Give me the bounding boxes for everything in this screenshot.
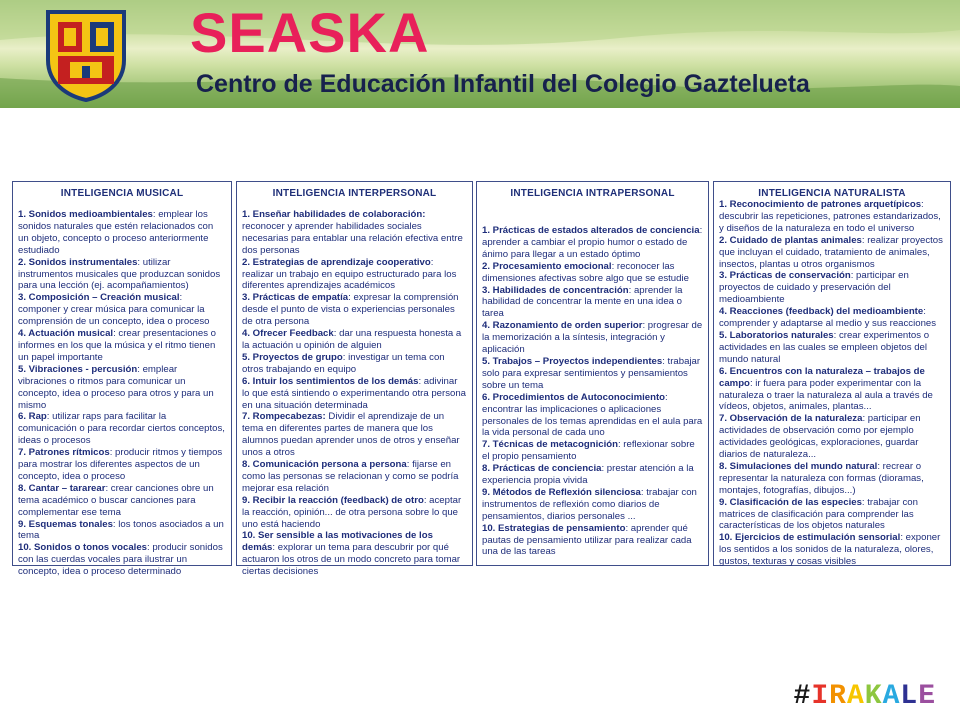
item-description: : producir sonidos con las cuerdas vocales para ilustrar un concepto, idea o proceso determinado (18, 542, 223, 578)
list-item (719, 366, 945, 414)
item-term: 6. Procedimientos de Autoconocimiento (482, 391, 666, 403)
item-term: 10. Ejercicios de estimulación sensorial (719, 532, 901, 544)
list-item (18, 447, 226, 483)
item-description: : los tonos asociados a un tema (18, 518, 224, 542)
item-description: : trabajar con matrices de clasificación para comprender las características de los objetos naturales (719, 496, 918, 532)
item-term: 2. Cuidado de plantas animales (719, 234, 862, 246)
item-list (719, 199, 945, 568)
item-description: : expresar la comprensión desde el punto de vista o experiencias personales de otra persona (242, 292, 459, 328)
list-item (719, 413, 945, 461)
list-item (719, 235, 945, 271)
list-item (242, 530, 467, 578)
item-term: 5. Laboratorios naturales (719, 329, 834, 341)
item-term: 3. Habilidades de concentración (482, 284, 629, 296)
item-description: : explorar un tema para descubrir por qué actuaron los otros de un modo concreto para tomar ciertas decisiones (242, 542, 461, 578)
item-term: 8. Cantar – tararear (18, 482, 106, 494)
column-title: INTELIGENCIA INTERPERSONAL (272, 188, 437, 199)
list-item (242, 411, 467, 459)
hashtag-letter: A (882, 681, 901, 712)
item-description: : crear presentaciones o informes en los que la música y el ritmo tienen un papel importante (18, 328, 217, 363)
item-description: : componer y crear música para comunicar la comprensión de un concepto, idea o proceso (18, 292, 210, 328)
list-item (18, 257, 226, 293)
item-term: 8. Prácticas de conciencia (482, 463, 602, 475)
item-term: 10. Sonidos o tonos vocales (18, 542, 148, 554)
list-item (18, 328, 226, 364)
column-naturalista (713, 181, 951, 566)
list-item (242, 459, 467, 495)
item-term: 4. Ofrecer Feedback (242, 328, 334, 340)
item-description: : dar una respuesta honesta a la actuación u opinión de alguien (242, 328, 462, 351)
list-item (719, 199, 945, 235)
item-term: 1. Prácticas de estados alterados de conciencia (482, 225, 700, 236)
item-description: : participar en actividades de observación como por ejemplo actividades geológicas, exploraciones, guardar diarios de naturaleza... (719, 413, 921, 461)
item-term: 10. Estrategias de pensamiento (482, 522, 626, 534)
list-item (719, 306, 945, 330)
column-intrapersonal (476, 181, 709, 566)
list-item (482, 487, 703, 523)
item-description: : aprender la habilidad de concentrar la mente en una idea o tarea (482, 284, 683, 320)
item-description: : emplear vibraciones o ritmos para comunicar un concepto, idea o proceso para otros y para un mismo (18, 363, 214, 411)
item-description: : emplear los sonidos naturales que estén relacionados con un objeto, concepto o proceso anteriormente estudiado (18, 209, 214, 256)
item-description: : exponer los sentidos a los sonidos de la naturaleza, olores, gustos, texturas y cosas visibles (719, 532, 941, 568)
list-item (18, 519, 226, 543)
item-term: 9. Recibir la reacción (feedback) de otro (242, 494, 424, 506)
item-description: Dividir el aprendizaje de un tema en diferentes partes de manera que los alumnos puedan aprender unos de otros y enseñar unos a otros (242, 411, 460, 459)
item-description: reconocer y aprender habilidades sociales necesarias para entablar una relación efectiva entre dos personas (242, 220, 463, 256)
list-item (482, 320, 703, 356)
item-description: : trabajar solo para expresar sentimientos y pensamientos sobre un tema (482, 355, 701, 391)
item-term: 4. Reacciones (feedback) del medioambiente (719, 306, 924, 318)
item-term: 2. Sonidos instrumentales (18, 256, 138, 268)
item-description: : utilizar instrumentos musicales que produzcan sonidos para una lección (ej. acompañamientos) (18, 256, 221, 292)
item-term: 9. Métodos de Reflexión silenciosa (482, 486, 641, 498)
item-term: 7. Patrones rítmicos (18, 447, 110, 459)
item-term: 6. Encuentros con la naturaleza – trabajos de campo (719, 365, 925, 389)
item-description: : comprender y adaptarse al medio y sus reacciones (719, 306, 937, 330)
item-description: : realizar proyectos que incluyan el cuidado, tratamiento de animales, insectos, plantas u otros organismos (719, 234, 943, 270)
item-term: 8. Comunicación persona a persona (242, 459, 407, 471)
item-description: : adivinar lo que está sintiendo o experimentando otra persona en una situación determinada (242, 375, 467, 411)
item-term: 3. Prácticas de empatía (242, 292, 349, 304)
list-item (719, 497, 945, 533)
item-term: 10. Ser sensible a las motivaciones de los demás (242, 530, 433, 554)
list-item (242, 257, 467, 293)
item-term: 9. Esquemas tonales (18, 518, 113, 530)
item-term: 5. Proyectos de grupo (242, 351, 343, 363)
school-crest-logo (40, 6, 132, 102)
item-term: 7. Observación de la naturaleza (719, 413, 863, 425)
hashtag-letter: L (900, 681, 919, 712)
list-item (719, 270, 945, 306)
list-item (18, 411, 226, 447)
column-title: INTELIGENCIA NATURALISTA (758, 188, 906, 199)
list-item (719, 532, 945, 568)
list-item (482, 463, 703, 487)
list-item (242, 495, 467, 531)
list-item (482, 261, 703, 285)
item-term: 5. Trabajos – Proyectos independientes (482, 355, 663, 367)
list-item (18, 542, 226, 578)
hashtag-letter: R (829, 681, 847, 712)
item-description: : reflexionar sobre el propio pensamiento (482, 439, 695, 463)
column-interpersonal (236, 181, 473, 578)
item-term: 6. Rap (18, 411, 47, 423)
list-item (18, 292, 226, 328)
item-term: 9. Clasificación de las especies (719, 496, 862, 508)
list-item (242, 292, 467, 328)
item-description: : realizar un trabajo en equipo estructurado para los diferentes aprendizajes académicos (242, 256, 457, 292)
item-term: 1. Enseñar habilidades de colaboración: (242, 209, 426, 220)
item-description: : trabajar con instrumentos de reflexión como diarios de pensamientos, diarios personales ... (482, 486, 697, 522)
item-description: : fijarse en como las personas se relacionan y como se podría mejorar esa relación (242, 459, 459, 494)
list-item (18, 364, 226, 412)
hashtag-logo (794, 680, 937, 714)
item-description: : participar en proyectos de cuidado y preservación del medioambiente (719, 270, 909, 306)
item-term: 6. Intuir los sentimientos de los demás (242, 375, 419, 387)
item-description: : utilizar raps para facilitar la comunicación o para recordar ciertos conceptos, ideas o procesos (18, 411, 225, 447)
list-item (242, 328, 467, 352)
item-description: : encontrar las implicaciones o aplicaciones personales de los temas aprendidas en el aula para la vida personal de cada uno (482, 391, 703, 439)
item-list (18, 209, 226, 578)
item-description: : crear canciones obre un tema académico o buscar canciones para complementar ese tema (18, 482, 214, 518)
item-description: : aprender qué pautas de pensamiento utilizar para realizar cada una de las tareas (482, 522, 692, 558)
column-title: INTELIGENCIA MUSICAL (60, 188, 184, 199)
item-description: : prestar atención a la experiencia propia vivida (482, 463, 694, 487)
brand-name: SEASKA (190, 1, 430, 64)
list-item (242, 376, 467, 412)
item-term: 1. Reconocimiento de patrones arquetípicos (719, 199, 922, 210)
item-description: : reconocer las dimensiones afectivas sobre algo que se estudie (482, 260, 689, 284)
list-item (482, 356, 703, 392)
item-term: 7. Técnicas de metacognición (482, 439, 618, 451)
list-item (719, 461, 945, 497)
item-description: : investigar un tema con otros trabajando en equipo (242, 351, 445, 375)
list-item (242, 352, 467, 376)
list-item (18, 209, 226, 257)
item-description: : descubrir las repeticiones, patrones estandarizados, y diseños de la naturaleza en todo el universo (719, 199, 941, 234)
item-term: 4. Razonamiento de orden superior (482, 320, 643, 332)
list-item (482, 392, 703, 440)
hashtag-letter: A (846, 681, 865, 712)
item-description: : crear experimentos o actividades en las cuales se empleen objetos del mundo natural (719, 329, 930, 365)
column-musical (12, 181, 232, 578)
item-list (482, 225, 703, 558)
item-description: : recrear o representar la naturaleza con formas (dioramas, montajes, fotografías, dibujos...) (719, 460, 924, 496)
hashtag-letter: # (793, 681, 812, 712)
banner-subtitle: Centro de Educación Infantil del Colegio Gaztelueta (196, 70, 810, 98)
item-term: 1. Sonidos medioambientales (18, 209, 153, 220)
list-item (482, 285, 703, 321)
hashtag-letter: E (918, 681, 936, 712)
hashtag-letter: K (864, 681, 883, 712)
item-term: 8. Simulaciones del mundo natural (719, 460, 878, 472)
item-term: 3. Prácticas de conservación (719, 270, 851, 282)
hashtag-letter: I (811, 681, 830, 712)
item-list (242, 209, 467, 578)
item-description: : producir ritmos y tiempos para mostrar los diferentes aspectos de un concepto, idea o proceso (18, 447, 223, 482)
item-term: 2. Estrategias de aprendizaje cooperativo (242, 256, 431, 268)
list-item (482, 523, 703, 559)
list-item (242, 209, 467, 257)
item-term: 3. Composición – Creación musical (18, 292, 180, 304)
list-item (482, 225, 703, 261)
item-term: 7. Rompecabezas: (242, 411, 326, 423)
item-description: : aceptar la reacción, opinión... de otra persona sobre lo que uno está haciendo (242, 494, 462, 530)
item-term: 2. Procesamiento emocional (482, 260, 612, 272)
header-banner (0, 0, 960, 108)
item-term: 5. Vibraciones - percusión (18, 363, 138, 375)
list-item (482, 439, 703, 463)
list-item (18, 483, 226, 519)
item-description: : progresar de la memorización a la síntesis, integración y aplicación (482, 320, 703, 356)
item-description: : ir fuera para poder experimentar con la naturaleza o traer la naturaleza al aula a través de vídeos, objetos, animales, plantas... (719, 377, 933, 413)
list-item (719, 330, 945, 366)
column-title: INTELIGENCIA INTRAPERSONAL (510, 188, 675, 199)
item-term: 4. Actuación musical (18, 328, 114, 340)
item-description: : aprender a cambiar el propio humor o estado de ánimo para llegar a un estado óptimo (482, 225, 703, 260)
